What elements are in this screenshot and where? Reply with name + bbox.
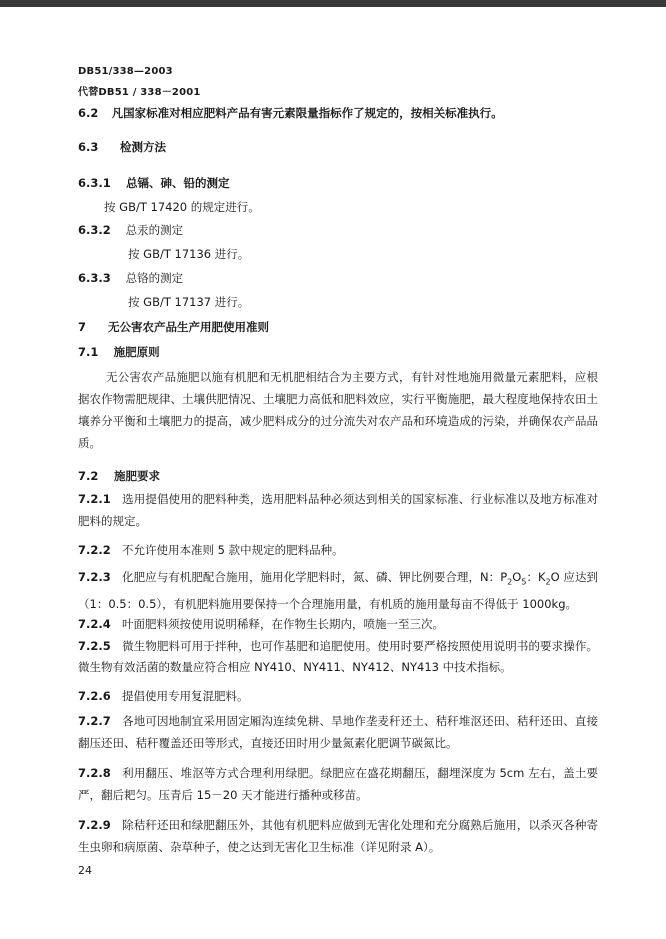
section-number: 6.3 [78,140,99,154]
clause-number: 7.2.6 [78,689,111,703]
clause-text: 利用翻压、堆沤等方式合理利用绿肥。绿肥应在盛花期翻压，翻埋深度为 5cm 左右，盖土要严，翻后耙匀。压青后 15－20 天才能进行播种或移苗。 [78,766,598,802]
clause-number: 6.3.3 [78,271,111,285]
clause-7-2-4 [78,618,444,631]
clause-text: 提倡使用专用复混肥料。 [122,689,249,703]
clause-text-a: 化肥应与有机肥配合施用，施用化学肥料时，氮、磷、钾比例要合理，N：P [122,570,508,584]
clause-7-2-2 [78,544,344,557]
clause-7-2-5 [78,636,598,678]
clause-7-2-6 [78,690,249,703]
clause-title: 总铬的测定 [125,271,184,285]
clause-number: 7.1 [78,345,99,359]
clause-text: 选用提倡使用的肥料种类，选用肥料品种必须达到相关的国家标准、行业标准以及地方标准对肥料的规定。 [78,492,598,528]
clause-text: 不允许使用本准则 5 款中规定的肥料品种。 [122,543,344,557]
clause-text: 各地可因地制宜采用固定厢沟连续免耕、旱地作垄麦秆还土、秸秆堆沤还田、秸秆还田、直接翻压还田、秸秆覆盖还田等形式，直接还田时用少量氮素化肥调节碳氮比。 [78,714,598,750]
clause-text: 除秸秆还田和绿肥翻压外，其他有机肥料应做到无害化处理和充分腐熟后施用，以杀灭各种寄生虫卵和病原菌、杂草种子，使之达到无害化卫生标准（详见附录 A）。 [78,818,598,854]
subscript-2b: 2 [545,577,551,587]
clause-6-3-1-body: 按 GB/T 17420 的规定进行。 [104,200,260,214]
section-title: 检测方法 [120,140,167,154]
clause-7-2-9 [78,814,598,858]
clause-number: 6.2 [78,106,99,120]
clause-text: 凡国家标准对相应肥料产品有害元素限量指标作了规定的，按相关标准执行。 [111,106,503,120]
replaces-standard: 代替DB51 / 338－2001 [78,87,201,98]
section-7 [78,321,269,334]
clause-6-3-2-heading [78,224,183,237]
clause-number: 6.3.1 [78,176,111,190]
clause-number: 7.2.2 [78,543,111,557]
clause-number: 7.2.7 [78,714,111,728]
clause-title: 总汞的测定 [125,223,184,237]
clause-number: 7.2.1 [78,492,111,506]
clause-6-3-2-body: 按 GB/T 17136 进行。 [128,247,250,261]
clause-6-2 [78,107,503,120]
clause-text: 叶面肥料须按使用说明稀释，在作物生长期内，喷施一至三次。 [122,617,444,631]
clause-title: 总镉、砷、铅的测定 [126,176,230,190]
clause-6-3-1-heading [78,177,230,190]
clause-7-2-7 [78,710,598,754]
clause-title: 施肥原则 [113,345,160,359]
subscript-5: 5 [521,577,527,587]
clause-number: 7.2.8 [78,766,111,780]
clause-number: 7.2 [78,469,99,483]
section-number: 7 [78,320,87,334]
clause-7-2-3 [78,566,598,615]
subscript-2: 2 [507,577,513,587]
clause-title: 施肥要求 [114,469,161,483]
clause-6-3-3-body: 按 GB/T 17137 进行。 [128,295,250,309]
page-number: 24 [78,864,92,877]
clause-text-d: O 应达到（1：0.5：0.5），有机肥料施用要保持一个合理施用量，有机质的施用量每亩不得低于 1000kg。 [78,570,598,612]
clause-number: 7.2.3 [78,570,111,584]
clause-text-b: O [512,570,522,584]
clause-7-1-heading [78,346,160,359]
clause-7-2-heading [78,470,160,483]
section-6-3 [78,141,166,154]
clause-number: 7.2.5 [78,639,111,653]
clause-7-2-1 [78,488,598,532]
clause-number: 7.2.9 [78,818,111,832]
clause-text: 微生物肥料可用于拌种，也可作基肥和追肥使用。使用时要严格按照使用说明书的要求操作。微生物有效活菌的数量应符合相应 NY410、NY411、NY412、NY413 中技术指标。 [78,639,598,674]
top-border-rule [0,0,666,7]
clause-text-c: ：K [526,570,546,584]
clause-7-2-8 [78,762,598,806]
clause-7-1-body: 无公害农产品施肥以施有机肥和无机肥相结合为主要方式，有针对性地施用微量元素肥料，应根据农作物需肥规律、土壤供肥情况、土壤肥力高低和肥料效应，实行平衡施肥，最大程度地保持农田土壤养分平衡和土壤肥力的提高，减少肥料成分的过分流失对农产品和环境造成的污染，并确保农产品品质。 [78,370,598,450]
clause-number: 7.2.4 [78,617,111,631]
section-title: 无公害农产品生产用肥使用准则 [108,320,270,334]
clause-number: 6.3.2 [78,223,111,237]
clause-6-3-3-heading [78,272,183,285]
standard-code: DB51/338—2003 [78,66,173,77]
